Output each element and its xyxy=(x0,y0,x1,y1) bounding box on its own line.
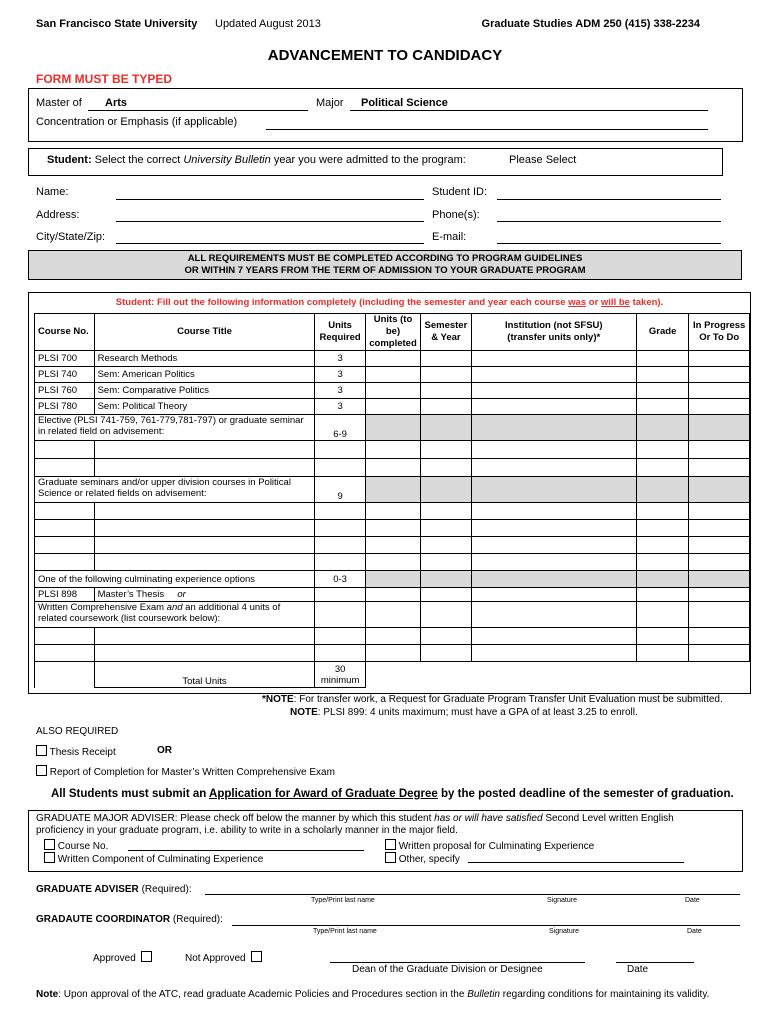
city-field[interactable] xyxy=(116,243,424,244)
address-field[interactable] xyxy=(116,221,424,222)
thesis-receipt-label: Thesis Receipt xyxy=(49,747,116,758)
coordinator-signature-label xyxy=(36,914,223,925)
gray-cell xyxy=(471,571,636,588)
input-cell[interactable] xyxy=(636,399,688,415)
course-title-cell: Sem: Political Theory xyxy=(94,399,315,415)
institution-2: (transfer units only)* xyxy=(507,332,601,343)
adviser-text-italic: has or will have satisfied xyxy=(434,813,543,824)
bulletin-year-select[interactable]: Please Select xyxy=(509,154,577,166)
note1-text: : For transfer work, a Request for Graduate Program Transfer Unit Evaluation must be submitted. xyxy=(293,694,723,705)
footer-text-b: regarding conditions for maintaining its validity. xyxy=(502,989,710,1000)
input-cell[interactable] xyxy=(421,367,471,383)
course-title-cell: Research Methods xyxy=(94,351,315,367)
culminating-units: 0-3 xyxy=(315,571,365,588)
adviser-date-caption: Date xyxy=(685,897,700,904)
application-link[interactable]: Application for Award of Graduate Degree xyxy=(209,788,438,800)
total-minimum: minimum xyxy=(320,674,360,686)
blank-row xyxy=(35,645,750,662)
elective-text: Elective (PLSI 741-759, 761-779,781-797) or graduate seminar in related field on advisement: xyxy=(35,415,315,441)
gray-cell xyxy=(365,477,420,503)
coordinator-signature-caption: Signature xyxy=(549,928,579,935)
instruction-was: was xyxy=(568,297,587,308)
university-name: San Francisco State University xyxy=(36,18,198,30)
exam-b: an additional 4 units of related coursework (list coursework below): xyxy=(38,602,281,624)
coordinator-required: (Required): xyxy=(172,914,223,925)
units-cell: 3 xyxy=(315,399,365,415)
adviser-signature-label xyxy=(36,884,192,895)
application-instruction xyxy=(51,788,734,800)
office-info: Graduate Studies ADM 250 (415) 338-2234 xyxy=(481,18,700,30)
report-checkbox[interactable] xyxy=(36,765,47,776)
name-field[interactable] xyxy=(116,199,424,200)
input-cell[interactable] xyxy=(421,399,471,415)
course-no-field[interactable] xyxy=(128,850,364,851)
header-grade: Grade xyxy=(636,314,688,351)
input-cell[interactable] xyxy=(636,367,688,383)
adviser-text-2: proficiency in your graduate program, i.e. ability to write in a scholarly manner in the major field. xyxy=(36,825,458,836)
not-approved-label: Not Approved xyxy=(185,953,246,964)
approved-checkbox[interactable] xyxy=(141,951,152,962)
gray-cell xyxy=(421,477,471,503)
email-label: E-mail: xyxy=(432,231,467,243)
input-cell[interactable] xyxy=(471,383,636,399)
thesis-receipt-option[interactable] xyxy=(36,745,116,758)
table-row xyxy=(35,399,750,415)
input-cell[interactable] xyxy=(689,399,750,415)
or-label: OR xyxy=(157,745,172,756)
dean-date-line[interactable] xyxy=(616,962,694,963)
course-no-option[interactable] xyxy=(44,839,108,852)
gray-cell xyxy=(689,477,750,503)
header-course-no: Course No. xyxy=(35,314,95,351)
blank-row xyxy=(35,503,750,520)
footer-note xyxy=(36,989,709,1000)
elective-units: 6-9 xyxy=(315,415,365,441)
exam-and: and xyxy=(166,602,183,613)
course-no-cell: PLSI 780 xyxy=(35,399,95,415)
bulletin-before: Select the correct xyxy=(94,154,181,166)
note1-label: *NOTE xyxy=(262,694,294,705)
table-row xyxy=(35,383,750,399)
concentration-field[interactable] xyxy=(266,129,708,130)
coordinator-type-print: Type/Print last name xyxy=(313,928,377,935)
course-title-cell: Sem: American Politics xyxy=(94,367,315,383)
input-cell[interactable] xyxy=(636,351,688,367)
adviser-required: (Required): xyxy=(141,884,192,895)
note2-label: NOTE xyxy=(290,707,318,718)
other-option[interactable] xyxy=(385,852,460,865)
coordinator-date-caption: Date xyxy=(687,928,702,935)
gray-cell xyxy=(636,415,688,441)
institution-1: Institution (not SFSU) xyxy=(504,320,603,331)
gray-cell xyxy=(471,415,636,441)
blank-row xyxy=(35,441,750,459)
units-cell: 3 xyxy=(315,383,365,399)
report-label: Report of Completion for Master’s Written Comprehensive Exam xyxy=(49,767,335,778)
input-cell[interactable] xyxy=(365,399,420,415)
application-before: All Students must submit an xyxy=(51,788,207,800)
total-row xyxy=(35,662,750,688)
banner-line-1: ALL REQUIREMENTS MUST BE COMPLETED ACCORDING TO PROGRAM GUIDELINES xyxy=(187,253,583,264)
input-cell[interactable] xyxy=(365,351,420,367)
table-row xyxy=(35,351,750,367)
in-progress-2: Or To Do xyxy=(699,332,740,343)
exam-text xyxy=(35,602,315,628)
major-field[interactable] xyxy=(350,110,708,111)
input-cell[interactable] xyxy=(636,383,688,399)
units-required-1: Units xyxy=(328,320,352,331)
gray-cell xyxy=(365,571,420,588)
transfer-note xyxy=(262,694,723,705)
input-cell[interactable] xyxy=(365,367,420,383)
input-cell[interactable] xyxy=(471,351,636,367)
dean-signature-line[interactable] xyxy=(330,962,585,963)
thesis-or: or xyxy=(177,589,186,600)
course-no-cell: PLSI 898 xyxy=(35,588,95,602)
course-table xyxy=(34,313,750,688)
master-of-field[interactable] xyxy=(88,110,308,111)
exam-a: Written Comprehensive Exam xyxy=(38,602,165,613)
course-title-cell: Sem: Comparative Politics xyxy=(94,383,315,399)
units-cell: 3 xyxy=(315,367,365,383)
table-instruction xyxy=(28,297,751,308)
banner-line-2: OR WITHIN 7 YEARS FROM THE TERM OF ADMISSION TO YOUR GRADUATE PROGRAM xyxy=(184,265,586,276)
written-proposal-checkbox[interactable] xyxy=(385,839,396,850)
also-required-label: ALSO REQUIRED xyxy=(36,726,119,737)
blank-row xyxy=(35,537,750,554)
grad-seminar-text: Graduate seminars and/or upper division courses in Political Science or related fields on advisement: xyxy=(35,477,315,503)
exam-row xyxy=(35,602,750,628)
written-proposal-option[interactable] xyxy=(385,839,594,852)
address-label: Address: xyxy=(36,209,80,221)
adviser-label: GRADUATE ADVISER xyxy=(36,884,139,895)
grad-seminar-units: 9 xyxy=(315,477,365,503)
footer-italic: Bulletin xyxy=(467,989,500,1000)
bulletin-italic: University Bulletin xyxy=(183,154,271,166)
student-id-field[interactable] xyxy=(497,199,721,200)
input-cell[interactable] xyxy=(421,351,471,367)
in-progress-1: In Progress xyxy=(693,320,746,331)
dean-caption: Dean of the Graduate Division or Designee xyxy=(352,964,543,975)
input-cell[interactable] xyxy=(689,367,750,383)
elective-row xyxy=(35,415,750,441)
instruction-a: Student: Fill out the following information completely (including the semester and year each course xyxy=(115,297,566,308)
table-row xyxy=(35,367,750,383)
footer-text-a: : Upon approval of the ATC, read graduate Academic Policies and Procedures section in the xyxy=(58,989,465,1000)
written-component-label: Written Component of Culminating Experience xyxy=(57,854,264,865)
gray-cell xyxy=(421,571,471,588)
blank-row xyxy=(35,554,750,571)
concentration-label: Concentration or Emphasis (if applicable) xyxy=(36,116,238,128)
thesis-receipt-checkbox[interactable] xyxy=(36,745,47,756)
instruction-will: will be xyxy=(600,297,630,308)
page-title: ADVANCEMENT TO CANDIDACY xyxy=(267,47,503,64)
input-cell[interactable] xyxy=(689,383,750,399)
course-no-label: Course No. xyxy=(57,841,109,852)
course-no-cell: PLSI 740 xyxy=(35,367,95,383)
student-id-label: Student ID: xyxy=(432,186,488,198)
gray-cell xyxy=(689,415,750,441)
other-field[interactable] xyxy=(468,862,684,863)
major-value[interactable]: Political Science xyxy=(361,97,448,109)
header-units-completed xyxy=(365,314,420,351)
total-label: Total Units xyxy=(94,662,315,688)
plsi899-note xyxy=(290,707,638,718)
semester-2: & Year xyxy=(431,332,461,343)
adviser-text-a: GRADUATE MAJOR ADVISER: Please check off below the manner by which this student xyxy=(36,813,432,824)
adviser-text-b: Second Level written English xyxy=(545,813,674,824)
gray-cell xyxy=(636,477,688,503)
course-no-cell: PLSI 760 xyxy=(35,383,95,399)
gray-cell xyxy=(471,477,636,503)
footer-note-label: Note xyxy=(36,989,59,1000)
blank-row xyxy=(35,628,750,645)
written-component-checkbox[interactable] xyxy=(44,852,55,863)
thesis-title: Master’s Thesis xyxy=(97,589,165,600)
input-cell[interactable] xyxy=(689,351,750,367)
form-must-be-typed: FORM MUST BE TYPED xyxy=(36,72,173,86)
phone-field[interactable] xyxy=(497,221,721,222)
adviser-signature-line[interactable] xyxy=(205,894,740,895)
culminating-row xyxy=(35,571,750,588)
input-cell[interactable] xyxy=(365,383,420,399)
approved-option[interactable] xyxy=(93,951,152,964)
input-cell[interactable] xyxy=(471,399,636,415)
dean-date-caption: Date xyxy=(627,964,649,975)
header-units-required xyxy=(315,314,365,351)
name-label: Name: xyxy=(36,186,69,198)
course-no-cell: PLSI 700 xyxy=(35,351,95,367)
major-label: Major xyxy=(316,97,344,109)
total-number: 30 xyxy=(334,663,346,675)
table-header-row xyxy=(35,314,750,351)
not-approved-option[interactable] xyxy=(185,951,262,964)
units-completed-1: Units (to be) xyxy=(373,314,413,337)
blank-row xyxy=(35,459,750,477)
total-value xyxy=(315,662,365,688)
input-cell[interactable] xyxy=(421,383,471,399)
instruction-or: or xyxy=(588,297,599,308)
semester-1: Semester xyxy=(424,320,468,331)
approved-label: Approved xyxy=(93,953,136,964)
units-cell: 3 xyxy=(315,351,365,367)
header-semester xyxy=(421,314,471,351)
adviser-type-print: Type/Print last name xyxy=(311,897,375,904)
phone-label: Phone(s): xyxy=(432,209,480,221)
written-proposal-label: Written proposal for Culminating Experience xyxy=(398,841,595,852)
not-approved-checkbox[interactable] xyxy=(251,951,262,962)
units-required-2: Required xyxy=(319,332,361,343)
master-of-value[interactable]: Arts xyxy=(105,97,128,109)
course-title-cell xyxy=(94,588,315,602)
other-label: Other, specify xyxy=(398,854,460,865)
application-after: by the posted deadline of the semester of graduation. xyxy=(441,788,734,800)
instruction-end: taken). xyxy=(632,297,664,308)
gray-cell xyxy=(636,571,688,588)
city-label: City/State/Zip: xyxy=(36,231,106,243)
updated-date: Updated August 2013 xyxy=(215,18,321,30)
bulletin-student-label: Student: xyxy=(47,154,92,166)
coordinator-label: GRADAUTE COORDINATOR xyxy=(36,914,171,925)
note2-text: : PLSI 899: 4 units maximum; must have a GPA of at least 3.25 to enroll. xyxy=(317,707,638,718)
coordinator-signature-line[interactable] xyxy=(232,925,740,926)
header-institution xyxy=(471,314,636,351)
grad-seminar-row xyxy=(35,477,750,503)
gray-cell xyxy=(689,571,750,588)
email-field[interactable] xyxy=(497,243,721,244)
adviser-text-1 xyxy=(36,813,674,824)
bulletin-text xyxy=(47,154,466,166)
written-component-option[interactable] xyxy=(44,852,263,865)
header-course-title: Course Title xyxy=(94,314,315,351)
course-no-checkbox[interactable] xyxy=(44,839,55,850)
input-cell[interactable] xyxy=(471,367,636,383)
gray-cell xyxy=(365,415,420,441)
table-row xyxy=(35,588,750,602)
units-completed-2: completed xyxy=(369,338,417,349)
adviser-signature-caption: Signature xyxy=(547,897,577,904)
master-of-label: Master of xyxy=(36,97,82,109)
header-in-progress xyxy=(689,314,750,351)
bulletin-after: year you were admitted to the program: xyxy=(273,154,466,166)
other-checkbox[interactable] xyxy=(385,852,396,863)
report-option[interactable] xyxy=(36,765,335,778)
blank-row xyxy=(35,520,750,537)
culminating-text: One of the following culminating experience options xyxy=(35,571,315,588)
gray-cell xyxy=(421,415,471,441)
